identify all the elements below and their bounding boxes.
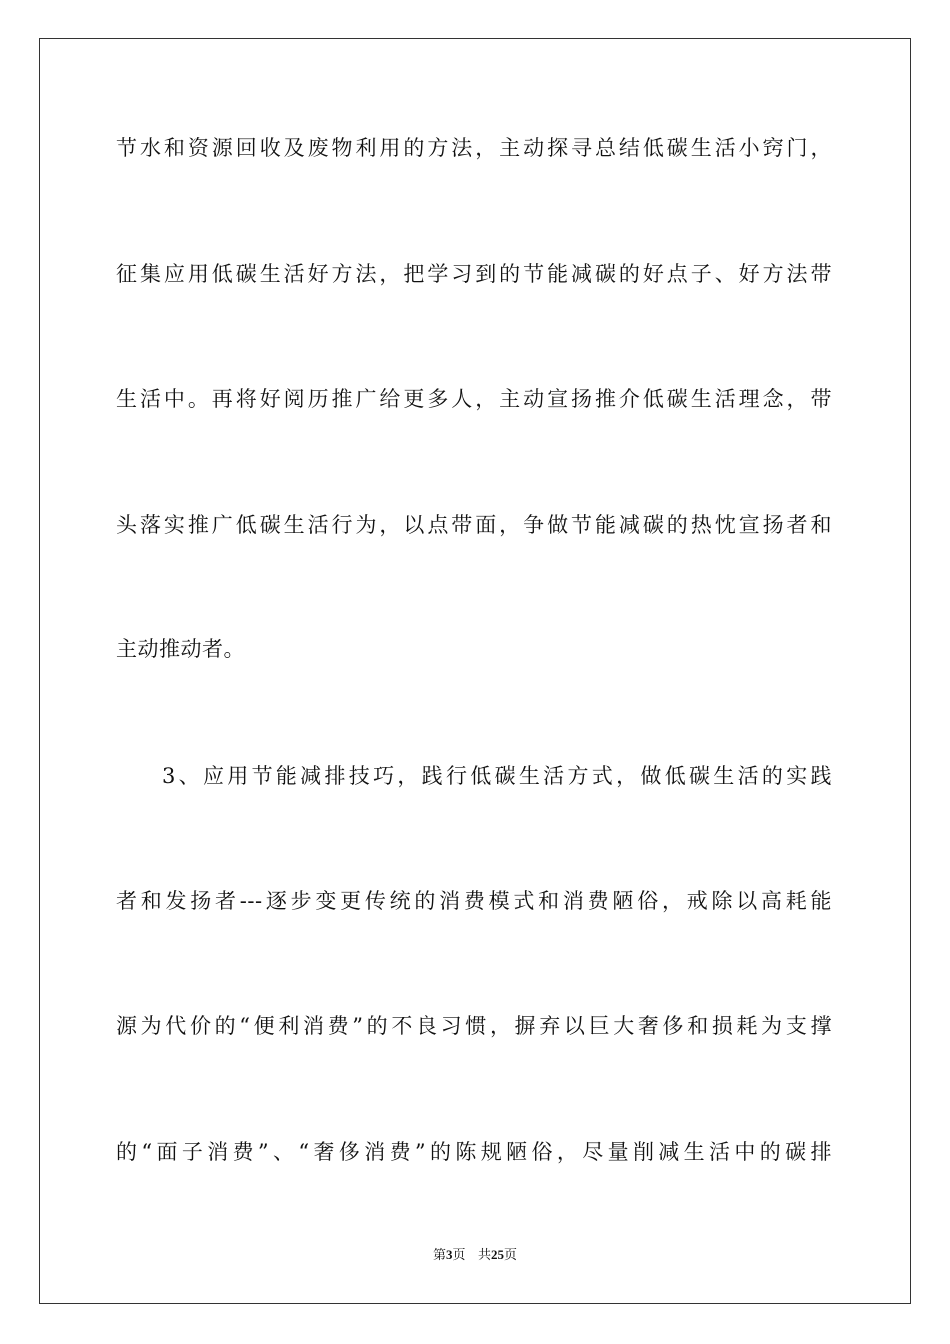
footer-prefix: 第 [433, 1248, 447, 1263]
body-text-line-8: 源为代价的“便利消费”的不良习惯，摒弃以巨大奢侈和损耗为支撑 [116, 1014, 832, 1038]
page-footer [0, 1246, 950, 1265]
page-border [39, 38, 911, 1304]
body-text-line-9: 的“面子消费”、“奢侈消费”的陈规陋俗，尽量削减生活中的碳排 [116, 1140, 832, 1164]
footer-page-suffix: 页 [452, 1248, 466, 1263]
body-text-line-6: 3、应用节能减排技巧，践行低碳生活方式，做低碳生活的实践 [162, 764, 832, 788]
body-text-line-1: 节水和资源回收及废物利用的方法，主动探寻总结低碳生活小窍门， [116, 136, 832, 160]
body-text-line-5: 主动推动者。 [116, 637, 245, 661]
footer-total-pages: 25 [490, 1247, 504, 1262]
body-text-line-4: 头落实推广低碳生活行为，以点带面，争做节能减碳的热忱宣扬者和 [116, 513, 832, 537]
body-text-line-7: 者和发扬者---逐步变更传统的消费模式和消费陋俗，戒除以高耗能 [116, 889, 832, 913]
footer-total-prefix: 共 [477, 1248, 491, 1263]
footer-total-suffix: 页 [503, 1248, 517, 1263]
body-text-line-3: 生活中。再将好阅历推广给更多人，主动宣扬推介低碳生活理念，带 [116, 387, 832, 411]
footer-page-number: 3 [446, 1247, 453, 1262]
body-text-line-2: 征集应用低碳生活好方法，把学习到的节能减碳的好点子、好方法带 [116, 262, 832, 286]
